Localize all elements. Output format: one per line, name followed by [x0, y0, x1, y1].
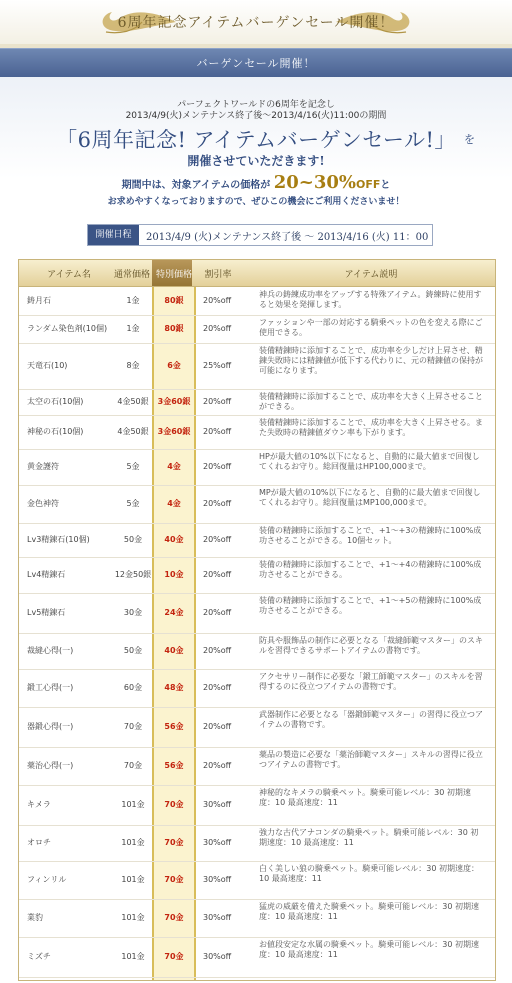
normal-price: 1金 — [126, 296, 140, 305]
special-price: 40金 — [164, 535, 184, 544]
intro-line-2: 2013/4/9(火)メンテナンス終了後～2013/4/16(火)11:00の期間 — [125, 111, 387, 121]
special-price: 56金 — [164, 722, 184, 731]
header-item-name: アイテム名 — [47, 270, 91, 280]
discount-rate: 25%off — [203, 361, 232, 370]
special-price: 3金60銀 — [157, 427, 191, 436]
item-description: ファッションや一部の対応する騎乗ペットの色を変える際にご使用できる。 — [259, 318, 483, 337]
table-row — [19, 593, 495, 634]
table-row — [19, 825, 495, 862]
item-description: 防具や服飾品の制作に必要となる「裁縫師範マスター」のスキルを習得できるサポートアイテムの書物です。 — [259, 636, 483, 655]
discount-prefix: 期間中は、対象アイテムの価格が — [121, 180, 271, 191]
item-description: 装備の精錬時に添加することで、+1～+3の精錬時に100%成功させることができる。10個セット。 — [259, 526, 482, 545]
discount-rate: 30%off — [203, 913, 232, 922]
special-price: 80銀 — [164, 324, 184, 333]
discount-rate: 20%off — [203, 296, 232, 305]
table-row — [19, 669, 495, 708]
item-description: 装備の精錬時に添加することで、+1～+5の精錬時に100%成功させることができる。 — [259, 596, 482, 615]
item-name: 黄金護符 — [27, 462, 59, 471]
discount-rate: 20%off — [203, 646, 232, 655]
normal-price: 12金50銀 — [114, 570, 152, 579]
discount-rate: 20%off — [203, 722, 232, 731]
item-name: 業豹 — [27, 913, 43, 922]
discount-rate: 30%off — [203, 875, 232, 884]
event-period-box — [87, 224, 433, 246]
normal-price: 50金 — [123, 646, 143, 655]
discount-rate: 20%off — [203, 462, 232, 471]
table-row — [19, 785, 495, 826]
normal-price: 101金 — [121, 838, 145, 847]
item-name: フィンリル — [27, 875, 67, 884]
discount-line — [0, 172, 512, 193]
normal-price: 4金50銀 — [117, 397, 149, 406]
special-price: 24金 — [164, 608, 184, 617]
item-description: 神秘的なキメラの騎乗ペット。騎乗可能レベル：30 初期速度：10 最高速度：11 — [259, 788, 471, 807]
sale-subheadline: 開催させていただきます! — [187, 154, 325, 168]
item-description: MPが最大値の10%以下になると、自動的に最大値まで回復してくれるお守り。総回復量はMP100,000まで。 — [259, 488, 481, 507]
normal-price: 101金 — [121, 952, 145, 961]
item-description: 武器制作に必要となる「器鍛師範マスター」の習得に役立つアイテムの書物です。 — [259, 710, 483, 729]
normal-price: 1金 — [126, 324, 140, 333]
item-name: 神秘の石(10個) — [27, 427, 84, 436]
table-row — [19, 315, 495, 344]
discount-rate: 20%off — [203, 397, 232, 406]
item-name: 鍛工心得(一) — [27, 683, 74, 692]
discount-rate: 30%off — [203, 838, 232, 847]
item-description: 薬品の製造に必要な「薬治師範マスター」スキルの習得に役立つアイテムの書物です。 — [259, 750, 483, 769]
headline-suffix: を — [464, 133, 475, 146]
item-name: オロチ — [27, 838, 51, 847]
table-row — [19, 343, 495, 390]
item-description: 装備精錬時に添加することで、成功率を大きく上昇させる。また失敗時の精錬値ダウン率も下がります。 — [259, 418, 483, 437]
header-discount-rate: 割引率 — [204, 270, 232, 280]
normal-price: 101金 — [121, 875, 145, 884]
table-row — [19, 707, 495, 748]
item-name: ランダム染色剤(10個) — [27, 324, 108, 333]
table-row — [19, 415, 495, 450]
item-description: 神兵の鋳練成功率をアップする特殊アイテム。鋳練時に使用すると効果を発揮します。 — [259, 290, 482, 309]
section-header — [0, 48, 512, 78]
discount-off: OFF — [356, 178, 381, 191]
header-description: アイテム説明 — [344, 270, 398, 280]
page-title: 6周年記念アイテムバーゲンセール開催！ — [117, 15, 395, 31]
normal-price: 30金 — [123, 608, 143, 617]
intro-line-1: パーフェクトワールドの6周年を記念し — [177, 100, 335, 110]
item-description: 強力な古代アナコンダの騎乗ペット。騎乗可能レベル：30 初期速度：10 最高速度：11 — [259, 828, 479, 847]
normal-price: 5金 — [126, 462, 140, 471]
table-row — [19, 485, 495, 524]
special-price: 70金 — [164, 875, 184, 884]
table-row — [19, 523, 495, 558]
normal-price: 70金 — [123, 761, 143, 770]
special-price: 10金 — [164, 570, 184, 579]
normal-price: 50金 — [123, 535, 143, 544]
table-row — [19, 899, 495, 938]
discount-value: 20~30% — [273, 172, 356, 193]
item-description: 装備の精錬時に添加することで、+1～+4の精錬時に100%成功させることができる。 — [259, 560, 482, 579]
period-dates: 2013/4/9 (火)メンテナンス終了後 ～ 2013/4/16 (火) 11：00 — [146, 232, 429, 243]
header-special-price: 特別価格 — [155, 270, 192, 280]
special-price: 80銀 — [164, 296, 184, 305]
item-name: 薬治心得(一) — [27, 761, 74, 770]
table-row — [19, 449, 495, 486]
period-label: 開催日程 — [88, 225, 139, 245]
normal-price: 5金 — [126, 499, 140, 508]
special-price: 40金 — [164, 646, 184, 655]
item-description: 白く美しい狼の騎乗ペット。騎乗可能レベル：30 初期速度：10 最高速度：11 — [259, 864, 479, 883]
discount-note: お求めやすくなっておりますので、ぜひこの機会にご利用くださいませ！ — [107, 197, 405, 207]
header-normal-price: 通常価格 — [113, 270, 150, 280]
page-banner — [0, 0, 512, 45]
special-price: 70金 — [164, 838, 184, 847]
item-name: Lv4精錬石 — [27, 570, 66, 579]
normal-price: 60金 — [123, 683, 143, 692]
special-price: 70金 — [164, 952, 184, 961]
special-price: 3金60銀 — [157, 397, 191, 406]
item-name: 天竜石(10) — [27, 361, 68, 370]
item-name: Lv3精錬石(10個) — [27, 535, 90, 544]
special-price: 56金 — [164, 761, 184, 770]
normal-price: 101金 — [121, 800, 145, 809]
discount-rate: 20%off — [203, 683, 232, 692]
discount-suffix: と — [380, 180, 391, 191]
special-price: 48金 — [164, 683, 184, 692]
item-name: 器鍛心得(一) — [27, 722, 74, 731]
item-name: 鋳月石 — [27, 296, 51, 305]
table-row — [19, 557, 495, 594]
normal-price: 8金 — [126, 361, 140, 370]
table-row — [19, 861, 495, 900]
item-name: 金色神符 — [27, 499, 59, 508]
item-name: Lv5精錬石 — [27, 608, 66, 617]
item-description: アクセサリー制作に必要な「鍛工師範マスター」のスキルを習得するのに役立つアイテムの書物です。 — [259, 672, 483, 691]
item-description: 猛虎の威厳を備えた騎乗ペット。騎乗可能レベル：30 初期速度：10 最高速度：11 — [259, 902, 479, 921]
table-row — [19, 389, 495, 416]
table-row — [19, 937, 495, 978]
item-name: キメラ — [27, 800, 51, 809]
normal-price: 70金 — [123, 722, 143, 731]
special-price: 70金 — [164, 913, 184, 922]
special-price: 4金 — [167, 499, 181, 508]
item-description: 装備精錬時に添加することで、成功率を少しだけ上昇させ、精錬失敗時には精錬値が低下する代わりに、元の精錬値の保持が可能になります。 — [259, 346, 483, 375]
item-name: ミズチ — [27, 952, 51, 961]
table-row — [19, 287, 495, 316]
item-description: 装備精錬時に添加することで、成功率を大きく上昇させることができる。 — [259, 392, 483, 411]
table-row — [19, 633, 495, 670]
sale-items-table — [18, 259, 496, 981]
special-price: 6金 — [167, 361, 181, 370]
item-description: お値段安定な水属の騎乗ペット。騎乗可能レベル：30 初期速度：10 最高速度：11 — [259, 940, 479, 959]
normal-price: 4金50銀 — [117, 427, 149, 436]
special-price: 4金 — [167, 462, 181, 471]
discount-rate: 20%off — [203, 570, 232, 579]
section-title: バーゲンセール開催！ — [196, 57, 316, 70]
item-name: 太空の石(10個) — [27, 397, 84, 406]
discount-rate: 20%off — [203, 499, 232, 508]
discount-rate: 20%off — [203, 427, 232, 436]
discount-rate: 30%off — [203, 952, 232, 961]
discount-rate: 20%off — [203, 761, 232, 770]
table-row — [19, 747, 495, 786]
item-name: 裁縫心得(一) — [27, 646, 74, 655]
discount-rate: 30%off — [203, 800, 232, 809]
normal-price: 101金 — [121, 913, 145, 922]
sale-headline: 「6周年記念! アイテムバーゲンセール!」 — [56, 128, 456, 152]
special-price: 70金 — [164, 800, 184, 809]
item-description: HPが最大値の10%以下になると、自動的に最大値まで回復してくれるお守り。総回復量はHP100,000まで。 — [259, 452, 480, 471]
discount-rate: 20%off — [203, 324, 232, 333]
discount-rate: 20%off — [203, 608, 232, 617]
discount-rate: 20%off — [203, 535, 232, 544]
